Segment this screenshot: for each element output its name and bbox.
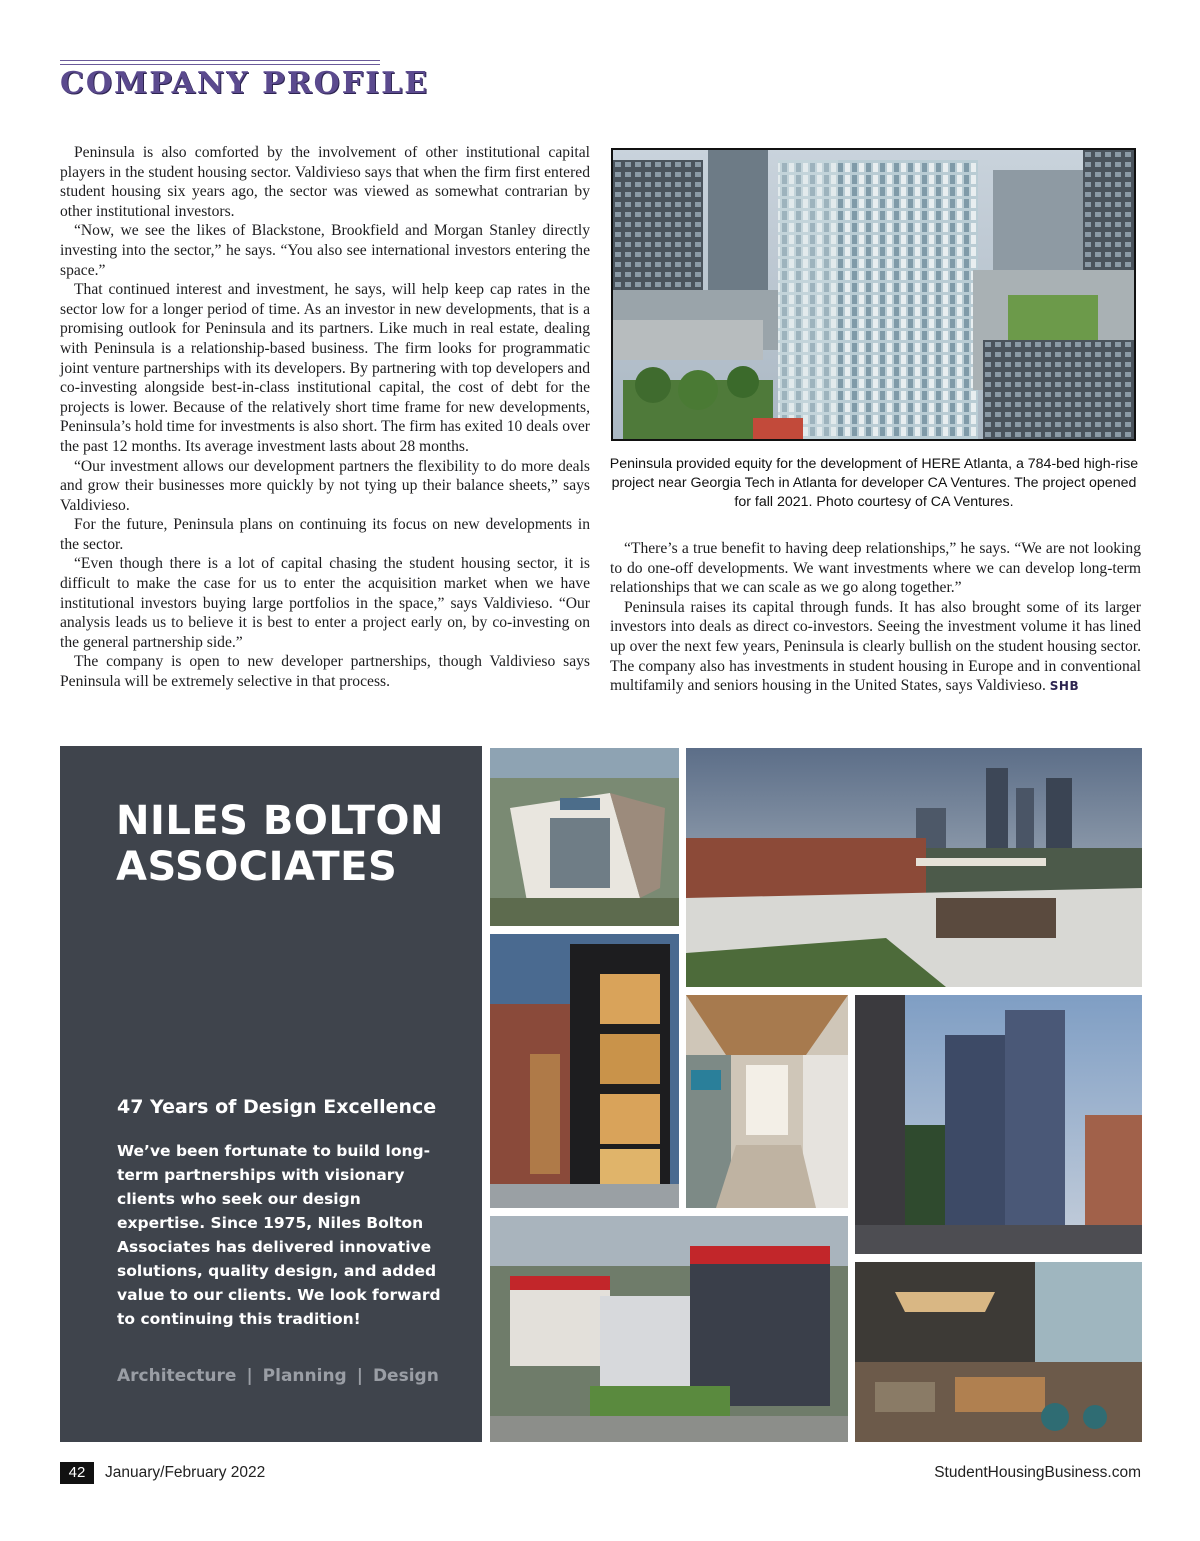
article-paragraph-text: Peninsula raises its capital through funds. It has also brought some of its larger investors into deals as direct co-investors. Seeing the investment volume it has lined up over the next few years, Peninsula is clearly bullish on the student housing sector. The company also has investments in student housing in Europe and in conventional multifamily and seniors housing in the United States, says Valdivieso. (610, 598, 1141, 695)
ad-photo-highrise-street (855, 995, 1142, 1254)
article-paragraph: “Now, we see the likes of Blackstone, Brookfield and Morgan Stanley directly investing into the sector,” he says. “You also see international investors entering the space.” (60, 222, 590, 279)
header-rule (60, 60, 380, 65)
ad-services (117, 1366, 439, 1386)
service-planning: Planning (262, 1366, 347, 1386)
ad-subhead: 47 Years of Design Excellence (117, 1096, 437, 1118)
article-paragraph: Peninsula is also comforted by the involvement of other institutional capital players in the student housing sector. Valdivieso says that when the firm first entered student housing six years ago, the sector was viewed as somewhat contrarian by other institutional investors. (60, 144, 590, 220)
article-column-left (60, 143, 590, 692)
service-design: Design (372, 1366, 439, 1386)
article-paragraph (610, 598, 1141, 697)
ad-body-text: We’ve been fortunate to build long-term partnerships with visionary clients who seek our design expertise. Since 1975, Niles Bolton Associates has delivered innovative solutions, quality design, and added value to our clients. We look forward to continuing this tradition! (117, 1142, 441, 1328)
article-paragraph: That continued interest and investment, he says, will help keep cap rates in the sector low for a longer period of time. As an investor in new developments, that is a promising outlook for Peninsula and its partners. Like much in real estate, dealing with Peninsula is a relationship-based business. The firm looks for programmatic joint venture partnerships with its developers. By partnering with top developers and co-investing alongside best-in-class institutional capital, the cost of debt for the projects is lower. Because of the relatively short time frame for new developments, Peninsula’s hold time for investments is also short. The firm has exited 10 deals over the past 12 months. Its average investment lasts about 28 months. (60, 281, 590, 455)
ad-photo-aerial-campus (490, 1216, 848, 1442)
page-number: 42 (60, 1462, 94, 1484)
service-separator: | (356, 1366, 363, 1386)
article-column-right (610, 539, 1141, 697)
ad-photo-aerial-midrise (490, 748, 679, 926)
ad-photo-lounge-lobby (855, 1262, 1142, 1442)
ad-photo-rooftop-dusk (686, 748, 1142, 987)
section-title: COMPANY PROFILE (60, 66, 430, 101)
article-paragraph: “Even though there is a lot of capital chasing the student housing sector, it is difficult to make the case for us to enter the acquisition market when we have institutional investors buying large portfolios in the space,” says Valdivieso. “Our analysis leads us to believe it is best to enter a project early on, by co-investing on the general partnership side.” (60, 555, 590, 651)
article-paragraph: The company is open to new developer partnerships, though Valdivieso says Peninsula will be extremely selective in that process. (60, 653, 590, 691)
website-link[interactable]: StudentHousingBusiness.com (934, 1464, 1141, 1481)
here-atlanta-photo (611, 148, 1136, 441)
niles-bolton-ad (60, 746, 482, 1442)
article-paragraph: For the future, Peninsula plans on continuing its focus on new developments in the sector. (60, 516, 590, 553)
service-separator: | (246, 1366, 253, 1386)
issue-date: January/February 2022 (105, 1464, 266, 1481)
article-paragraph: “There’s a true benefit to having deep relationships,” he says. “We are not looking to do one-off developments. We want investments where we can develop long-term relationships that we can scale as we go along together.” (610, 540, 1141, 597)
article-paragraph: “Our investment allows our development partners the flexibility to do more deals and grow their businesses more quickly by not tying up their balance sheets,” says Valdivieso. (60, 457, 590, 514)
service-architecture: Architecture (117, 1366, 237, 1386)
ad-photo-interior-stairs (686, 995, 848, 1208)
photo-caption: Peninsula provided equity for the development of HERE Atlanta, a 784-bed high-rise project near Georgia Tech in Atlanta for developer CA Ventures. The project opened for fall 2021. Photo courtesy of CA Ventures. (609, 456, 1139, 510)
ad-company-name: NILES BOLTON ASSOCIATES (116, 798, 445, 890)
ad-photo-glass-stair-tower (490, 934, 679, 1208)
shb-end-mark: SHB (1049, 679, 1080, 694)
